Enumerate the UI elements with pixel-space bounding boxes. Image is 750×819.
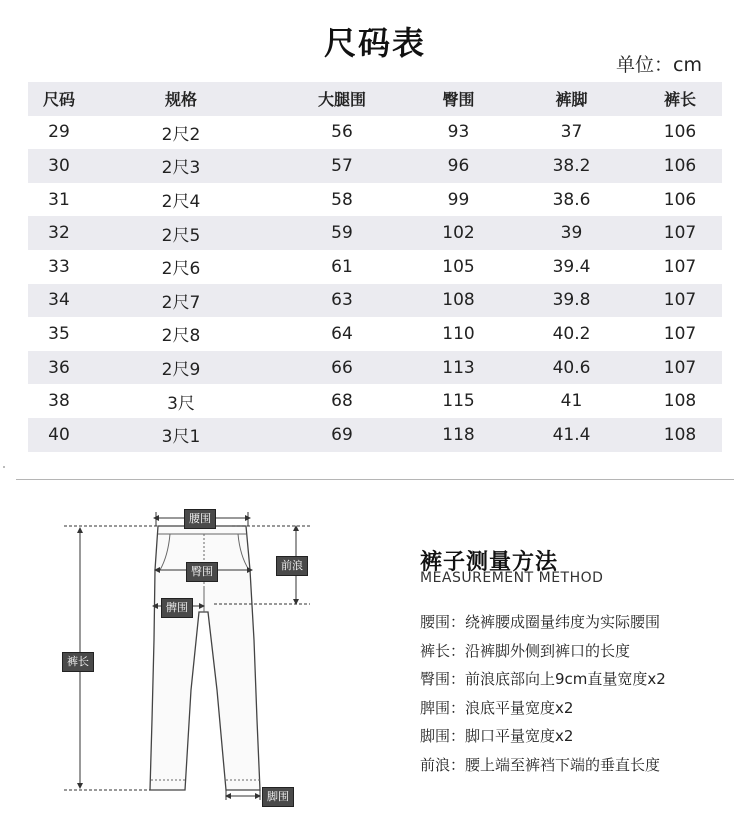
method-subtitle: MEASUREMENT METHOD [420,570,604,586]
table-cell: 68 [331,391,353,412]
table-cell: 69 [331,424,353,445]
table-cell: 64 [331,323,353,344]
table-cell: 63 [331,290,353,311]
table-cell: 2尺4 [161,192,201,213]
table-cell: 2尺7 [161,292,201,313]
table-cell: 115 [442,391,475,412]
method-title: 裤子测量方法 [420,550,559,575]
table-cell: 118 [442,424,475,445]
table-cell: 93 [447,122,470,143]
thigh-label: 髀围 [161,598,193,618]
hip-label: 臀围 [186,562,218,582]
table-row [28,250,722,284]
table-cell: 58 [331,189,353,210]
table-row [28,284,722,318]
method-item: 裤长：沿裤脚外侧到裤口的长度 [420,641,631,660]
table-cell: 35 [48,323,70,344]
table-cell: 2尺8 [161,326,201,347]
size-table [28,82,722,452]
table-cell: 108 [663,391,697,412]
rise-label: 前浪 [276,556,308,576]
table-cell: 107 [663,256,697,277]
table-cell: 3尺1 [161,427,201,448]
table-row [28,116,722,150]
table-cell: 33 [48,256,70,277]
waist-label: 腰围 [184,509,216,529]
table-cell: 40 [48,424,70,445]
table-row [28,317,722,351]
table-cell: 106 [663,122,697,143]
table-cell: 40.6 [552,357,591,378]
table-cell: 40.2 [552,323,591,344]
table-row [28,351,722,385]
section-divider [16,479,734,480]
table-cell: 59 [331,223,353,244]
table-cell: 107 [663,223,697,244]
header-cell: 规格 [164,90,197,110]
table-cell: 108 [442,290,475,311]
table-cell: 56 [331,122,353,143]
table-cell: 39.8 [552,290,591,311]
table-cell: 107 [663,357,697,378]
table-cell: 41.4 [552,424,591,445]
method-item: 臀围：前浪底部向上9cm直量宽度x2 [420,670,666,689]
table-cell: 37 [560,122,583,143]
table-row [28,384,722,418]
table-cell: 39 [560,223,583,244]
method-list [420,612,740,784]
unit-label: 单位：cm [616,54,702,76]
header-cell: 大腿围 [317,90,366,110]
method-item: 脾围：浪底平量宽度x2 [420,698,574,717]
table-cell: 31 [48,189,70,210]
table-cell: 105 [442,256,475,277]
method-item: 脚围：脚口平量宽度x2 [420,727,574,746]
table-cell: 106 [663,189,697,210]
table-cell: 61 [331,256,353,277]
length-label: 裤长 [62,652,94,672]
table-row [28,418,722,452]
table-cell: 99 [447,189,470,210]
table-cell: 106 [663,155,697,176]
table-cell: 38 [48,391,70,412]
table-cell: 38.2 [552,155,591,176]
header-cell: 尺码 [42,90,75,110]
table-cell: 39.4 [552,256,591,277]
table-row [28,183,722,217]
table-cell: 36 [48,357,70,378]
table-cell: 108 [663,424,697,445]
method-item: 腰围：绕裤腰成圈量纬度为实际腰围 [420,613,661,631]
method-item: 前浪：腰上端至裤裆下端的垂直长度 [420,755,661,774]
pants-diagram [0,482,410,819]
table-cell: 38.6 [552,189,591,210]
table-row [28,216,722,250]
table-cell: 113 [442,357,475,378]
table-cell: 3尺 [167,393,195,414]
table-cell: 107 [663,323,697,344]
table-header-row [28,82,722,116]
table-cell: 2尺2 [161,124,201,145]
stray-dot [3,466,5,468]
table-row [28,149,722,183]
table-cell: 66 [331,357,353,378]
table-cell: 34 [48,290,70,311]
page-title: 尺码表 [323,24,426,62]
hem-label: 脚围 [262,787,294,807]
table-cell: 2尺5 [161,225,201,246]
table-cell: 30 [48,155,70,176]
table-cell: 2尺6 [161,259,201,280]
header-cell: 裤脚 [555,90,588,110]
header-cell: 裤长 [663,90,696,110]
table-cell: 41 [560,391,583,412]
table-cell: 96 [447,155,470,176]
table-cell: 102 [442,223,475,244]
table-cell: 2尺9 [161,360,201,381]
table-cell: 29 [48,122,70,143]
table-cell: 32 [48,223,70,244]
table-cell: 110 [442,323,475,344]
table-cell: 2尺3 [161,158,201,179]
table-cell: 107 [663,290,697,311]
header-cell: 臀围 [442,90,475,110]
table-cell: 57 [331,155,353,176]
